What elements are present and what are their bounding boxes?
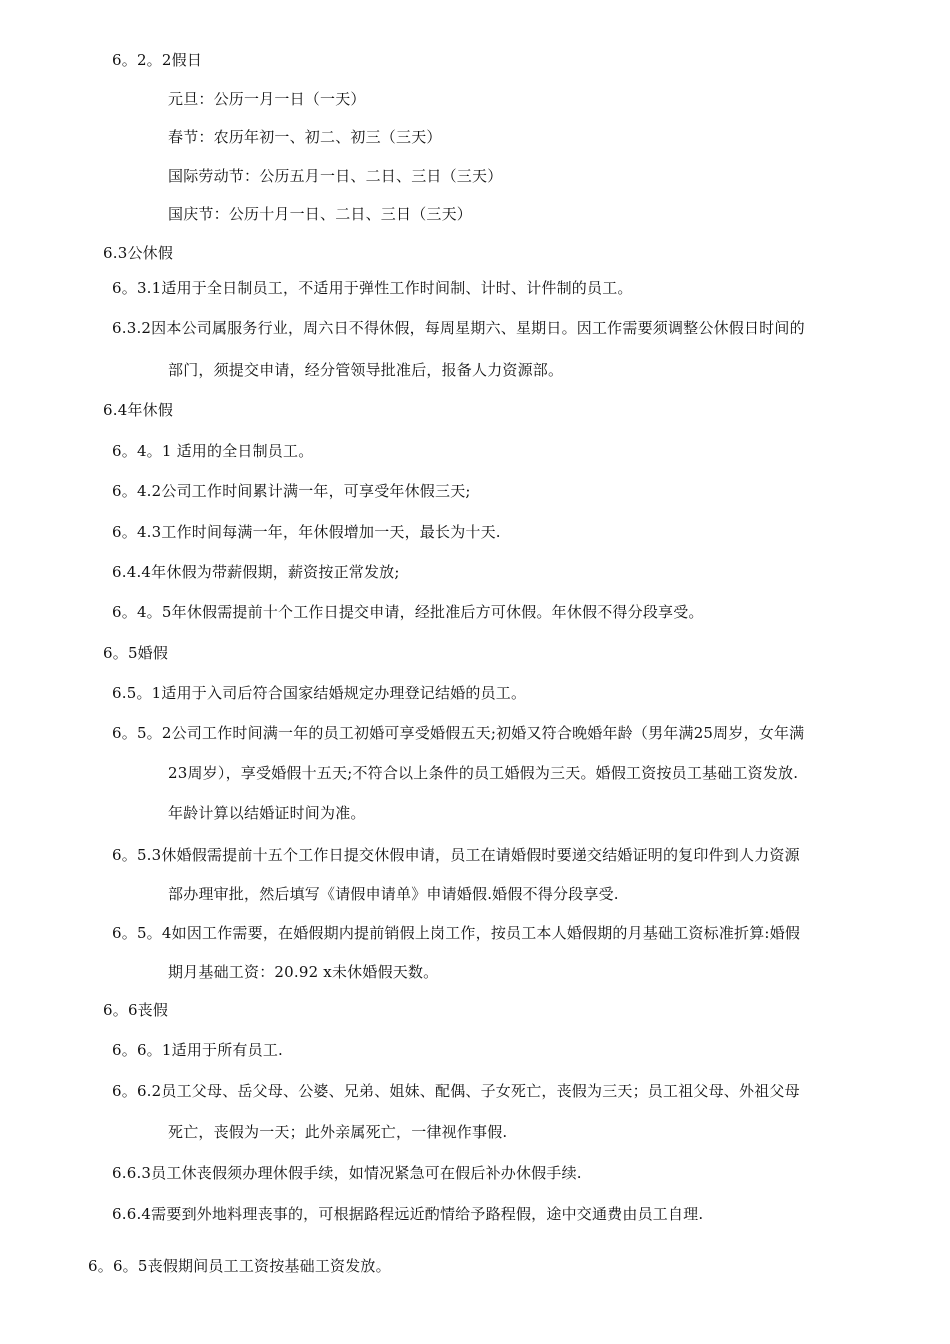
paragraph-6-5-2-line1: 6。5。2公司工作时间满一年的员工初婚可享受婚假五天;初婚又符合晚婚年龄（男年满25周岁，女年满: [112, 724, 805, 742]
holiday-item-national-day: 国庆节：公历十月一日、二日、三日（三天）: [168, 205, 473, 223]
holiday-item-labor-day: 国际劳动节：公历五月一日、二日、三日（三天）: [168, 167, 503, 185]
paragraph-6-5-2-line3: 年龄计算以结婚证时间为准。: [168, 804, 366, 822]
section-heading-6-3: 6.3公休假: [103, 244, 174, 262]
paragraph-6-5-2-line2: 23周岁），享受婚假十五天;不符合以上条件的员工婚假为三天。婚假工资按员工基础工资发放.: [168, 764, 799, 782]
section-heading-6-4: 6.4年休假: [103, 401, 174, 419]
paragraph-6-6-5: 6。6。5丧假期间员工工资按基础工资发放。: [88, 1257, 391, 1275]
paragraph-6-3-2-line1: 6.3.2因本公司属服务行业，周六日不得休假，每周星期六、星期日。因工作需要须调整公休假日时间的: [112, 319, 805, 337]
paragraph-6-5-1: 6.5。1适用于入司后符合国家结婚规定办理登记结婚的员工。: [112, 684, 527, 702]
paragraph-6-5-3-line1: 6。5.3休婚假需提前十五个工作日提交休假申请，员工在请婚假时要递交结婚证明的复印件到人力资源: [112, 846, 800, 864]
section-heading-6-6: 6。6丧假: [103, 1001, 169, 1019]
paragraph-6-5-4-line2: 期月基础工资：20.92 x未休婚假天数。: [168, 963, 439, 981]
paragraph-6-4-3: 6。4.3工作时间每满一年，年休假增加一天，最长为十天.: [112, 523, 501, 541]
paragraph-6-3-2-line2: 部门，须提交申请，经分管领导批准后，报备人力资源部。: [168, 361, 564, 379]
paragraph-6-6-3: 6.6.3员工休丧假须办理休假手续，如情况紧急可在假后补办休假手续.: [112, 1164, 582, 1182]
paragraph-6-4-5: 6。4。5年休假需提前十个工作日提交申请，经批准后方可休假。年休假不得分段享受。: [112, 603, 704, 621]
paragraph-6-6-2-line1: 6。6.2员工父母、岳父母、公婆、兄弟、姐妹、配偶、子女死亡，丧假为三天；员工祖父母、外祖父母: [112, 1082, 800, 1100]
section-heading-6-5: 6。5婚假: [103, 644, 169, 662]
paragraph-6-4-4: 6.4.4年休假为带薪假期，薪资按正常发放;: [112, 563, 400, 581]
paragraph-6-6-4: 6.6.4需要到外地料理丧事的，可根据路程远近酌情给予路程假，途中交通费由员工自理.: [112, 1205, 704, 1223]
paragraph-6-4-1: 6。4。1 适用的全日制员工。: [112, 442, 314, 460]
paragraph-6-5-3-line2: 部办理审批，然后填写《请假申请单》申请婚假.婚假不得分段享受.: [168, 885, 619, 903]
paragraph-6-6-2-line2: 死亡，丧假为一天；此外亲属死亡，一律视作事假.: [168, 1123, 508, 1141]
holiday-item-new-year: 元旦：公历一月一日（一天）: [168, 90, 366, 108]
paragraph-6-6-1: 6。6。1适用于所有员工.: [112, 1041, 283, 1059]
paragraph-6-3-1: 6。3.1适用于全日制员工，不适用于弹性工作时间制、计时、计件制的员工。: [112, 279, 633, 297]
holiday-item-spring-festival: 春节：农历年初一、初二、初三（三天）: [168, 128, 442, 146]
section-heading-6-2-2: 6。2。2假日: [112, 51, 203, 69]
paragraph-6-4-2: 6。4.2公司工作时间累计满一年，可享受年休假三天;: [112, 482, 471, 500]
paragraph-6-5-4-line1: 6。5。4如因工作需要，在婚假期内提前销假上岗工作，按员工本人婚假期的月基础工资标准折算:婚假: [112, 924, 801, 942]
